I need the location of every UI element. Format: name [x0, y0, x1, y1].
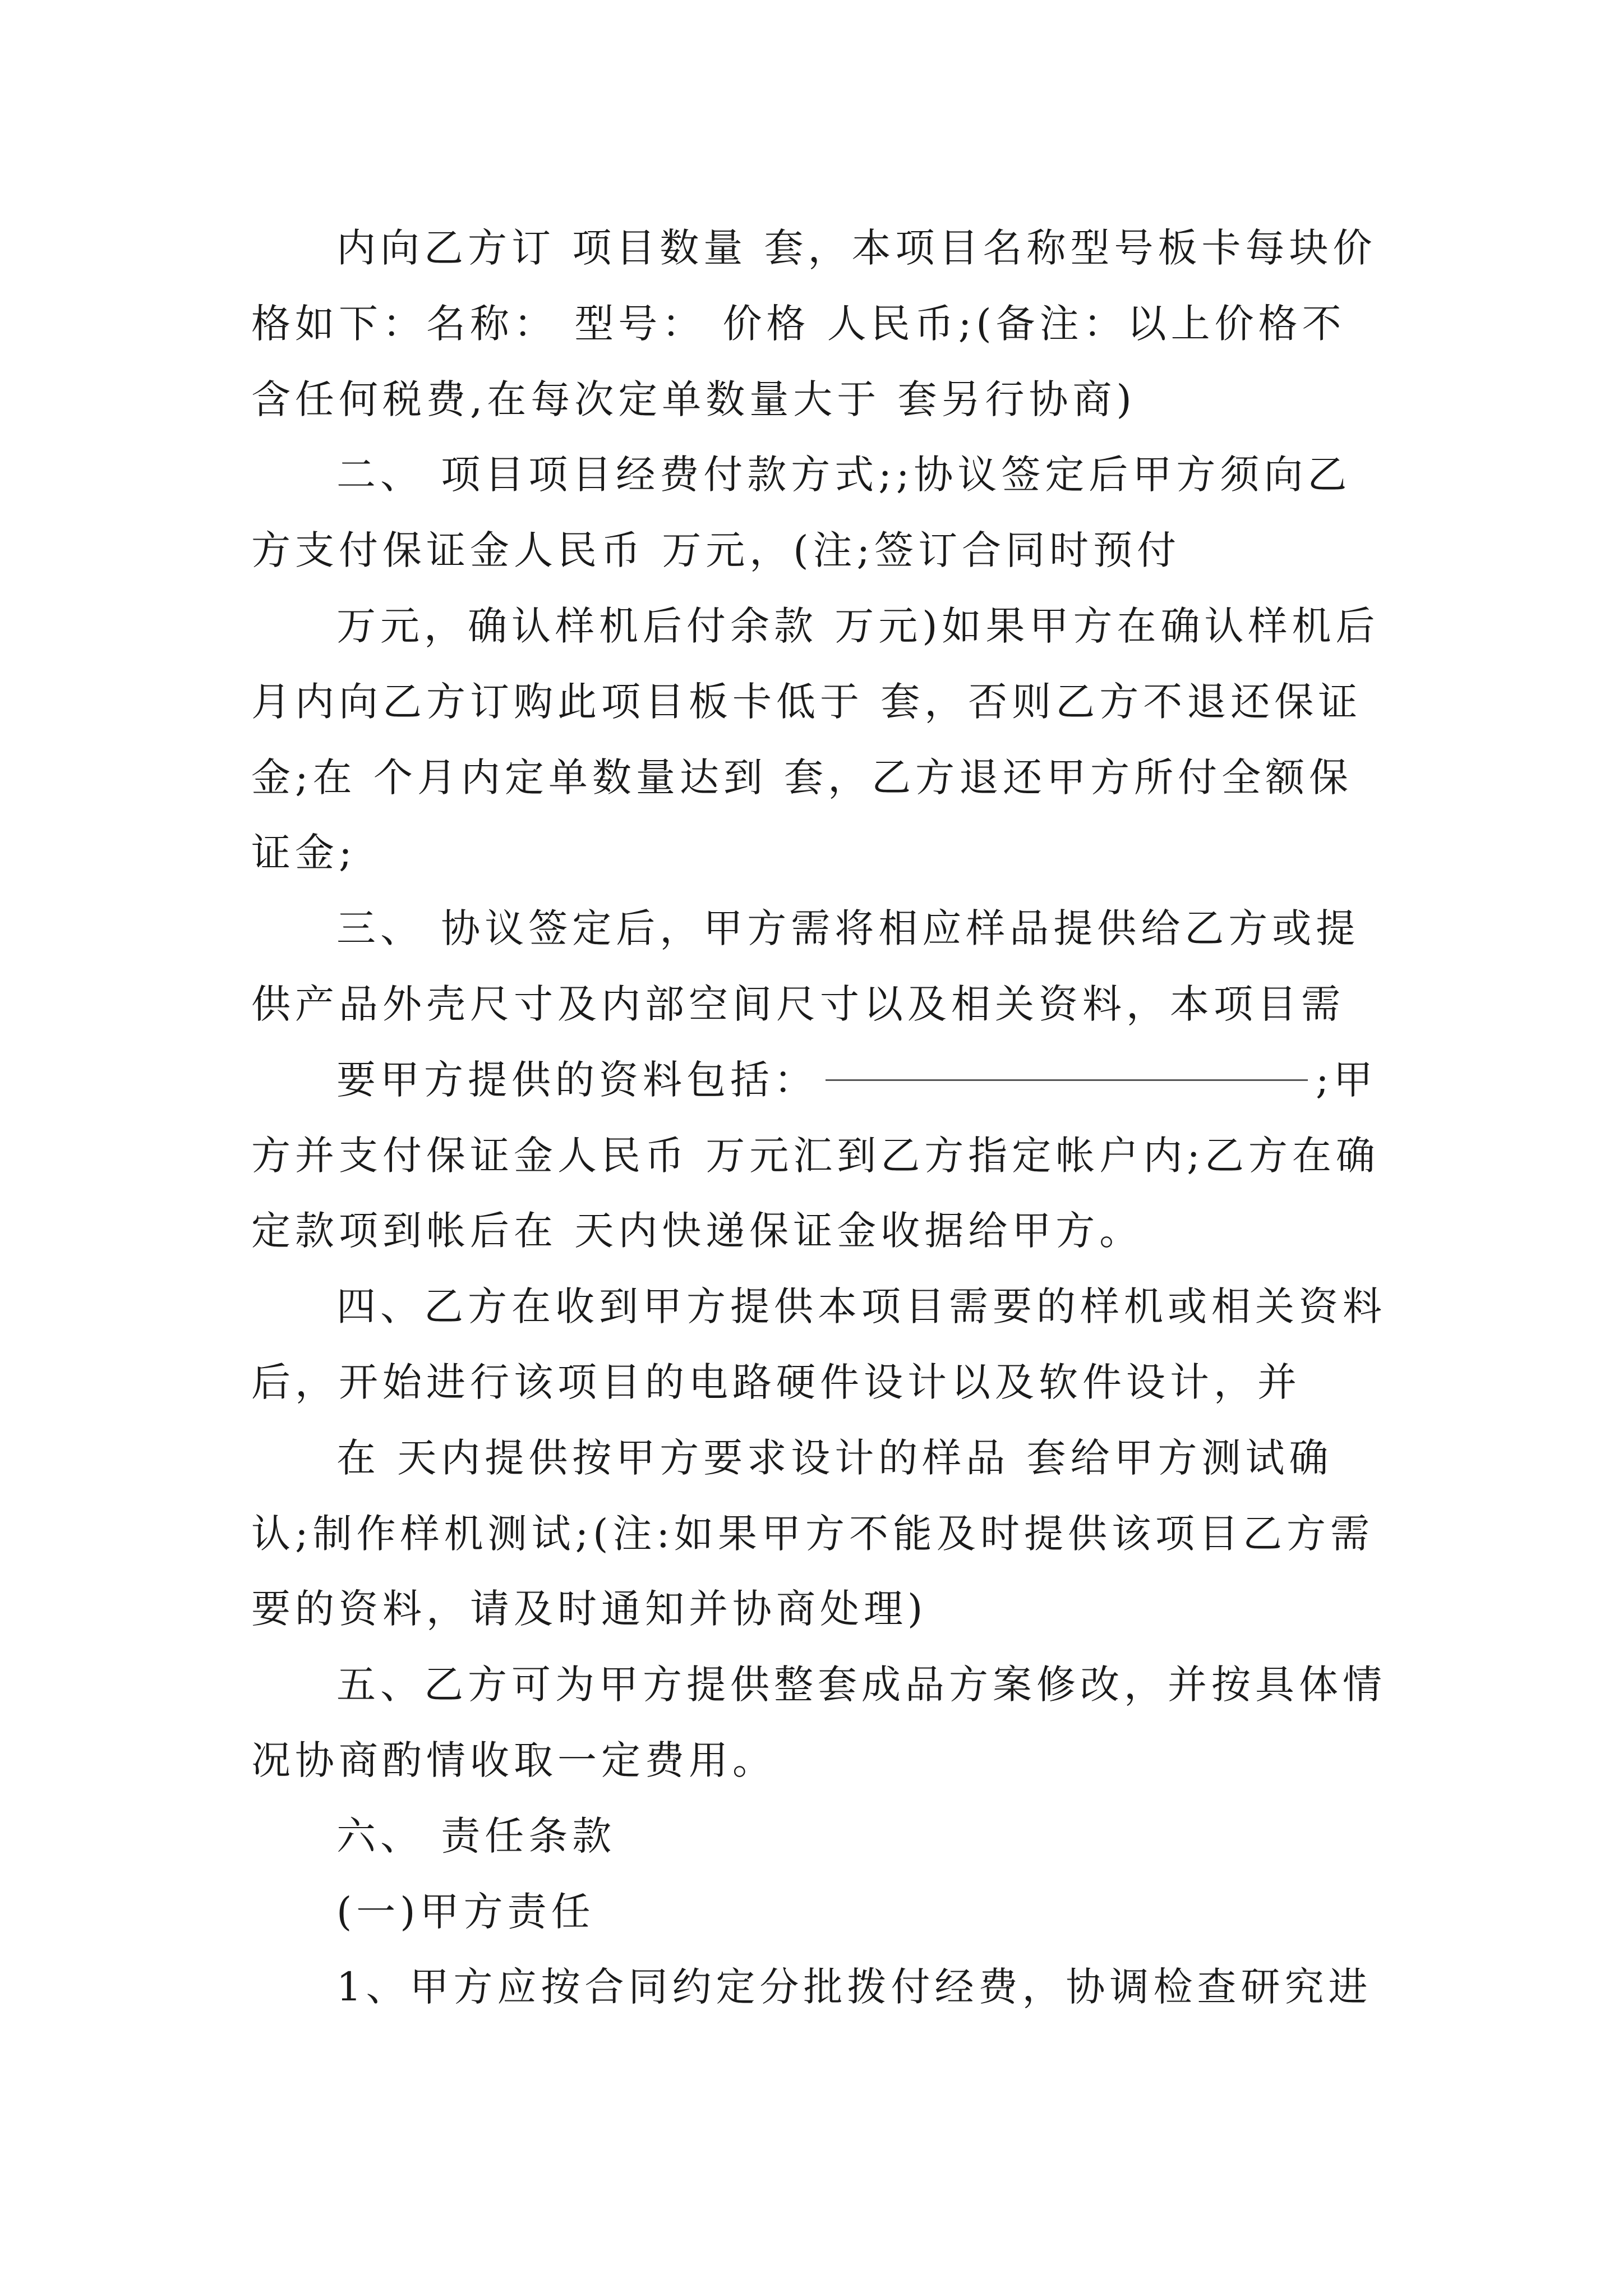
text-line-19: 要的资料，请及时通知并协商处理)	[251, 1586, 928, 1632]
text-line-22: 六、 责任条款	[336, 1813, 616, 1859]
text-line-13: 方并支付保证金人民币 万元汇到乙方指定帐户内;乙方在确	[251, 1133, 1380, 1179]
text-line-17: 在 天内提供按甲方要求设计的样品 套给甲方测试确	[336, 1435, 1333, 1481]
text-line-23: (一)甲方责任	[336, 1889, 595, 1935]
text-line-12	[0, 1041, 1623, 1119]
text-line-21: 况协商酌情收取一定费用。	[251, 1737, 776, 1783]
text-line-9: 证金;	[251, 830, 357, 876]
text-line-12-tail: ;甲	[1316, 1057, 1377, 1103]
text-line-12-lead: 要甲方提供的资料包括：	[336, 1057, 818, 1103]
text-line-1: 内向乙方订 项目数量 套，本项目名称型号板卡每块价	[336, 225, 1377, 271]
text-line-20: 五、乙方可为甲方提供整套成品方案修改，并按具体情	[336, 1662, 1386, 1708]
text-line-14: 定款项到帐后在 天内快递保证金收据给甲方。	[251, 1208, 1144, 1254]
text-line-5: 方支付保证金人民币 万元，(注;签订合同时预付	[251, 527, 1181, 573]
text-line-18: 认;制作样机测试;(注:如果甲方不能及时提供该项目乙方需	[251, 1511, 1375, 1557]
text-line-15: 四、乙方在收到甲方提供本项目需要的样机或相关资料	[336, 1283, 1386, 1329]
text-line-6: 万元，确认样机后付余款 万元)如果甲方在确认样机后	[336, 603, 1380, 649]
text-line-8: 金;在 个月内定单数量达到 套，乙方退还甲方所付全额保	[251, 754, 1353, 800]
text-line-7: 月内向乙方订购此项目板卡低于 套，否则乙方不退还保证	[251, 679, 1362, 725]
text-line-4: 二、 项目项目经费付款方式;;协议签定后甲方须向乙	[336, 452, 1352, 498]
text-line-10: 三、 协议签定后，甲方需将相应样品提供给乙方或提	[336, 905, 1360, 951]
text-line-3: 含任何税费,在每次定单数量大于 套另行协商)	[251, 376, 1136, 422]
text-line-2: 格如下：名称： 型号： 价格 人民币;(备注：以上价格不	[251, 301, 1346, 347]
text-line-11: 供产品外壳尺寸及内部空间尺寸以及相关资料，本项目需	[251, 981, 1345, 1027]
text-line-24: 1、甲方应按合同约定分批拨付经费，协调检查研究进	[336, 1964, 1372, 2010]
fill-in-blank-line	[826, 1079, 1308, 1081]
text-line-16: 后，开始进行该项目的电路硬件设计以及软件设计，并	[251, 1359, 1301, 1405]
